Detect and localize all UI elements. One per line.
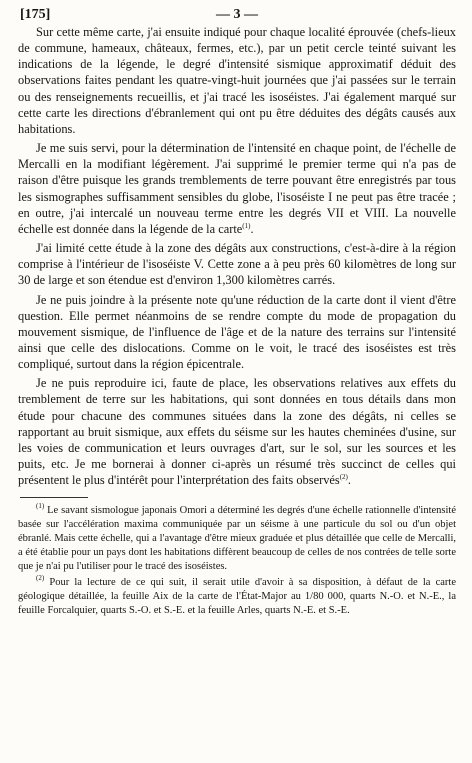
- footnotes: [18, 504, 456, 617]
- paragraph: [18, 292, 456, 373]
- paragraph: [18, 140, 456, 237]
- footnote: [18, 573, 456, 618]
- footnote: [18, 504, 456, 574]
- footnote-mark: (1): [36, 502, 45, 511]
- paragraph-text: Je ne puis joindre à la présente note qu'une réduction de la carte dont il vient d'être question. Elle permet néanmoins de se rendre compte du mode de propagation du mouvement sismique, de l'influence de l'âge et de la nature des terrains sur l'intensité ainsi que celle des dislocations. Comme on le voit, le tracé des isoséistes est très compliqué, surtout dans la région épicentrale.: [18, 292, 456, 372]
- paragraph: [18, 375, 456, 488]
- footnote-ref[interactable]: (1): [242, 221, 251, 230]
- footnote-divider: [20, 497, 88, 498]
- body-text: [18, 24, 456, 488]
- page-number: [175]: [20, 7, 51, 22]
- paragraph-end: .: [347, 473, 351, 488]
- paragraph-text: Je ne puis reproduire ici, faute de place, les observations relatives aux effets du tremblement de terre sur les habitations, qui sont données en tous détails dans mon étude pour chacune des communes situées dans la zone des dégâts, ni celles se rapportant au bruit sismique, aux effets du séisme sur les hautes cheminées d'usine, sur les voies de communication et leurs ouvrages d'art, sur le sol, sur les sources et les puits, etc. Je me bornerai à donner ci-après un résumé très succinct de celles qui présentent le plus d'intérêt pour l'interprétation des faits observés: [18, 376, 456, 488]
- footnote-text: Le savant sismologue japonais Omori a déterminé les degrés d'une échelle rationnelle d'intensité basée sur l'accélération maxima communiquée par un séisme à une particule du sol ou d'un objet ébranlé. Mais cette échelle, qui a l'avantage d'être mieux graduée et plus détaillée que celle de Mercalli, a été établie pour un pays dont les habitations diffèrent beaucoup de celles de nos contrées de telle sorte que je n'ai pu l'utiliser pour le tracé des isoséistes.: [18, 505, 456, 572]
- footnote-text: Pour la lecture de ce qui suit, il serait utile d'avoir à sa disposition, à défaut de la carte géologique détaillée, la feuille Aix de la carte de l'État-Major au 1/80 000, quarts N.-O. et N.-E., la feuille Forcalquier, quarts S.-O. et S.-E. et la feuille Arles, quarts N.-E. et S.-E.: [18, 576, 456, 616]
- folio: — 3 —: [216, 7, 258, 22]
- paragraph: [18, 240, 456, 288]
- paragraph-text: Je me suis servi, pour la détermination de l'intensité en chaque point, de l'échelle de Mercalli en la modifiant légèrement. J'ai supprimé le premier terme qui n'a pas de raison d'être puisque les grands tremblements de terre pouvant être enregistrés par tous les sismographes suffisamment sensibles du globe, l'isoséiste I ne peut pas être tracée ; en outre, j'ai intercalé un nouveau terme entre les degrés VII et VIII. La nouvelle échelle est donnée dans la légende de la carte: [18, 141, 456, 236]
- footnote-ref[interactable]: (2): [339, 473, 348, 482]
- footnote-mark: (2): [36, 573, 45, 582]
- paragraph-text: Sur cette même carte, j'ai ensuite indiqué pour chaque localité éprouvée (chefs-lieux de commune, hameaux, châteaux, fermes, etc.), par un petit cercle teinté suivant les indications de la légende, le degré d'intensité sismique approximatif déduit des observations faites pendant les quatre-vingt-huit journées que j'ai passées sur le terrain ou des renseignements recueillis, et j'ai tracé les isoséistes. J'ai également marqué sur cette carte les directions d'ébranlement qui ont pu être déduites des dégâts causés aux habitations.: [18, 25, 456, 136]
- paragraph-text: J'ai limité cette étude à la zone des dégâts aux constructions, c'est-à-dire à la région comprise à l'intérieur de l'isoséiste V. Cette zone a à peu près 60 kilomètres de long sur 30 de large et son étendue est d'environ 1,300 kilomètres carrés.: [18, 241, 456, 288]
- paragraph-end: .: [250, 221, 254, 236]
- paragraph: [18, 24, 456, 137]
- page-header: [18, 4, 456, 24]
